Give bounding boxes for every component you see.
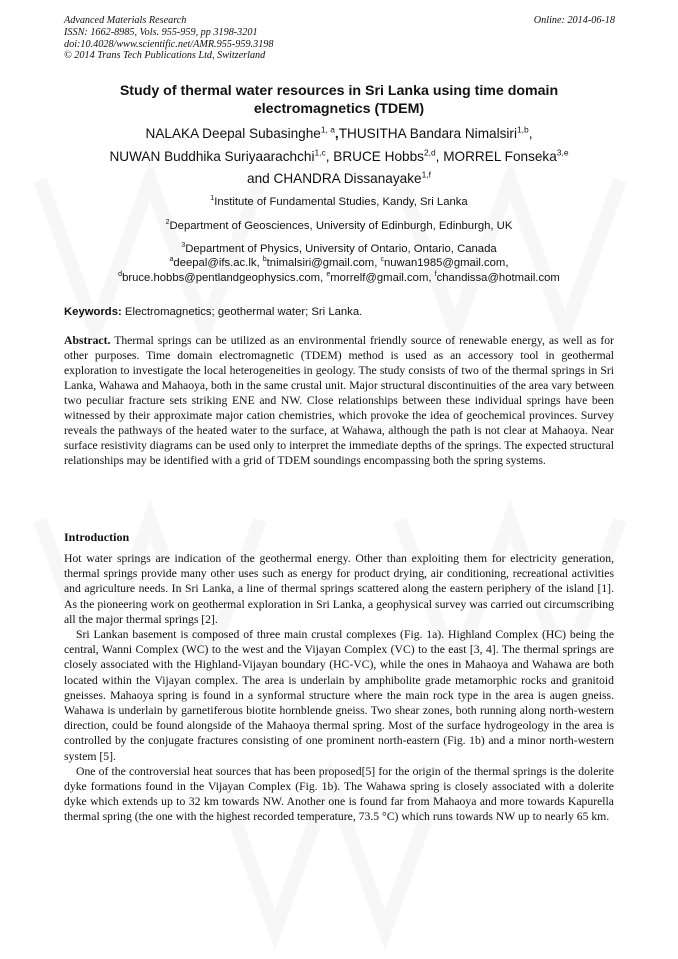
affiliation-superscript: 1 <box>210 195 215 203</box>
author-superscript: 1,b <box>516 124 529 135</box>
author-superscript: 1,c <box>314 146 326 157</box>
email-link[interactable]: tnimalsiri@gmail.com <box>266 257 375 269</box>
author-name: THUSITHA Bandara Nimalsiri <box>338 126 517 141</box>
paragraph: Hot water springs are indication of the geothermal energy. Other than exploiting them for electricity generation, thermal springs provide many other uses such as energy for product drying, air conditioning, recreational activities and agriculture needs. In Sri Lanka, a line of thermal springs scattered along the eastern periphery of the island [1]. As the pioneering work on geothermal exploration in Sri Lanka, a geophysical survey was carried out circumscribing all the major thermal springs [2]. <box>64 552 614 626</box>
affiliation-text: Department of Physics, University of Ontario, Ontario, Canada <box>185 243 497 255</box>
online-date: Online: 2014-06-18 <box>533 15 615 26</box>
author-name: BRUCE Hobbs <box>333 148 424 164</box>
author-name: MORREL Fonseka <box>443 148 557 164</box>
journal-header <box>64 15 464 62</box>
author-superscript: 1,f <box>421 169 431 180</box>
affiliation <box>64 215 614 239</box>
abstract-text: Thermal springs can be utilized as an environmental friendly source of renewable energy, as well as for other purposes. Time domain electromagnetic (TDEM) method is used as an accessory tool in geothermal exploration to investigate the local heterogeneities in geology. The study consists of two of the thermal springs in Sri Lanka, Wahawa and Mahaoya, both in the same crustal unit. Major structural discontinuities of the area vary between two peculiar fracture sets striking ENE and NW. Close relationships between these individual springs have been witnessed by their approximate major cation chemistries, which provoke the idea of geochemical provinces. Survey reveals the pathways of the heated water to the surface, at Wahawa, although the path is not clear at Mahaoya. Near surface resistivity diagrams can be used only to interpret the immediate depths of the springs. The expected structural relationships may be identified with a grid of TDEM soundings encompassing both the spring systems. <box>64 334 615 467</box>
author-line-2: NUWAN Buddhika Suriyaarachchi$^{1,c}$, BRUCE Hobbs$^{2,d}$, MORREL Fonseka$^{3,e}$ <box>109 146 569 164</box>
copyright-line: © 2014 Trans Tech Publications Ltd, Switzerland <box>64 50 266 62</box>
author-line-3: and CHANDRA Dissanayake$^{1,f}$ <box>247 169 431 186</box>
author-line-1: NALAKA Deepal Subasinghe$^{1, a}$,THUSITHA Bandara Nimalsiri$^{1,b}$, <box>145 124 533 141</box>
email-line-2: $^d$bruce.hobbs@pentlandgeophysics.com, $^e$morrelf@gmail.com, $^f$chandissa@hotmail.com <box>118 271 560 284</box>
keywords <box>64 306 614 318</box>
email-list <box>64 256 614 286</box>
author-name: NALAKA Deepal Subasinghe <box>145 126 321 141</box>
affiliation-text: Institute of Fundamental Studies, Kandy, Sri Lanka <box>214 196 468 208</box>
paper-title: Study of thermal water resources in Sri Lanka using time domain electromagnetics (TDEM) <box>119 83 559 117</box>
email-link[interactable]: nuwan1985@gmail.com <box>383 257 506 269</box>
author-name: NUWAN Buddhika Suriyaarachchi <box>109 148 315 164</box>
email-link[interactable]: chandissa@hotmail.com <box>436 272 560 284</box>
email-link[interactable]: morrelf@gmail.com <box>330 272 429 284</box>
affiliation <box>64 191 614 215</box>
author-name: CHANDRA Dissanayake <box>273 171 422 186</box>
doi-line: doi:10.4028/www.scientific.net/AMR.955-959.3198 <box>64 38 274 50</box>
email-link[interactable]: deepal@ifs.ac.lk <box>173 257 257 269</box>
author-superscript: 1, a <box>320 124 335 135</box>
keywords-text: Electromagnetics; geothermal water; Sri Lanka. <box>124 306 363 318</box>
keywords-label: Keywords: <box>64 306 122 318</box>
email-link[interactable]: bruce.hobbs@pentlandgeophysics.com <box>122 272 321 284</box>
email-line-1: $^a$deepal@ifs.ac.lk, $^b$tnimalsiri@gmail.com, $^c$nuwan1985@gmail.com, <box>169 256 509 269</box>
author-list <box>58 123 620 191</box>
journal-name: Advanced Materials Research <box>64 15 187 26</box>
introduction-body <box>64 551 614 825</box>
paragraph: One of the controversial heat sources that has been proposed[5] for the origin of the thermal springs is the dolerite dyke formations found in the Vijayan Complex (Fig. 1b). The Wahawa spring is closely associated with a dolerite dyke which extends up to 32 km towards NW. Another one is found far from Mahaoya and more towards Kapurella thermal spring (the one with the highest recorded temperature, 73.5 °C) which runs towards NW up to nearly 65 km. <box>64 764 614 824</box>
paragraph: Sri Lankan basement is composed of three main crustal complexes (Fig. 1a). Highland Complex (HC) being the central, Wanni Complex (WC) to the west and the Vijayan Complex (VC) to the east [3, 4]. The thermal springs are closely associated with the Highland-Vijayan boundary (HC-VC), while the ones in Mahaoya and Wahawa are both located within the Vijayan complex. The area is underlain by amphibolite grade metamorphic rocks and granitoid gneisses. Mahaoya spring is found in a synformal structure where the main rock type in the area is augen gneiss. Wahawa is underlain by garnetiferous biotite hornblende gneiss. Two shear zones, both running along north-western direction, could be found alongside of the Mahaoya thermal spring. Most of the surface hydrogeology in the area is controlled by the conjugate fractures consisting of one prominent north-eastern (Fig. 1b) and a minor north-western system [5]. <box>64 628 614 763</box>
affiliation-superscript: 2 <box>165 218 170 226</box>
author-superscript: 3,e <box>556 146 569 157</box>
abstract-label: Abstract. <box>64 334 111 347</box>
abstract <box>64 334 614 469</box>
affiliation-list <box>64 191 614 262</box>
affiliation-superscript: 3 <box>181 242 186 250</box>
author-superscript: 2,d <box>423 146 436 157</box>
issn-line: ISSN: 1662-8985, Vols. 955-959, pp 3198-3201 <box>64 26 258 38</box>
section-heading: Introduction <box>64 530 130 544</box>
affiliation-text: Department of Geosciences, University of Edinburgh, Edinburgh, UK <box>169 219 513 232</box>
